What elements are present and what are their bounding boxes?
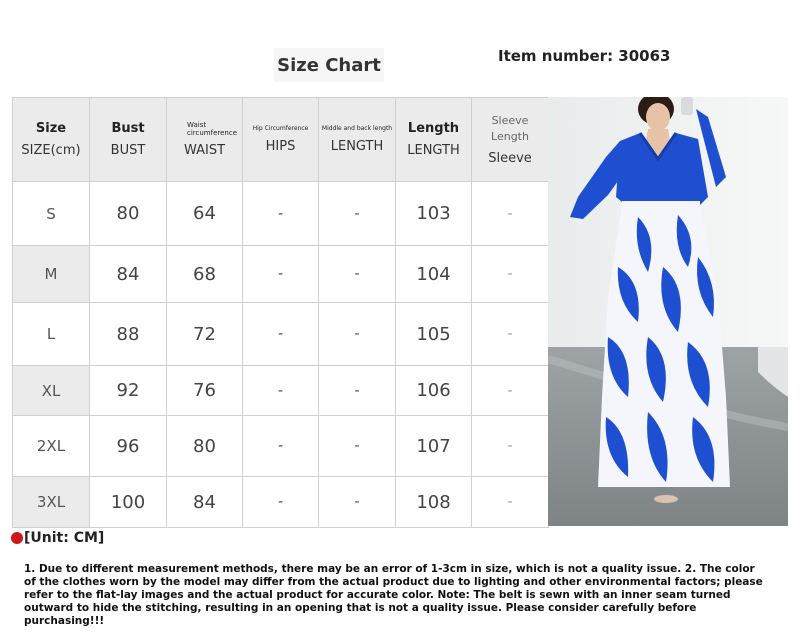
header-waist [167,98,243,182]
header-hips-label: Hip Circumference [252,124,309,132]
cell-length: 104 [396,246,472,303]
header-sleeve-sublabel: Sleeve [488,150,532,166]
header-size [13,98,90,182]
cell-middle-back-length: - [319,303,396,366]
table-row [13,246,549,303]
measurement-note: 1. Due to different measurement methods, there may be an error of 1-3cm in size, which is not a quality issue. 2. The color of the clothes worn by the model may differ from the actual product due to lighting and other environmental factors; please refer to the flat-lay images and the actual product for accurate color. Note: The belt is sewn with an inner seam turned outward to hide the stitching, resulting in an opening that is not a quality issue. Please consider carefully before purchasing!!! [24,563,763,627]
table-row [13,416,549,477]
cell-sleeve: - [472,416,549,477]
cell-length: 108 [396,477,472,528]
header-hips-sublabel: HIPS [265,138,296,154]
header-middle-back-length-sublabel: LENGTH [330,138,384,154]
header-bust-label: Bust [111,120,145,136]
cell-bust: 88 [90,303,167,366]
cell-length: 103 [396,182,472,246]
cell-bust: 92 [90,366,167,416]
cell-bust: 96 [90,416,167,477]
cell-bust: 100 [90,477,167,528]
cell-sleeve: - [472,303,549,366]
item-number: Item number: 30063 [498,47,671,65]
header-size-label: Size [35,120,67,136]
cell-middle-back-length: - [319,182,396,246]
header-hips [243,98,319,182]
cell-size: M [13,246,90,303]
cell-sleeve: - [472,246,549,303]
header-middle-back-length [319,98,396,182]
cell-hips: - [243,477,319,528]
cell-size: 3XL [13,477,90,528]
header-sleeve-label: Sleeve Length [491,113,529,143]
cell-length: 107 [396,416,472,477]
cell-hips: - [243,366,319,416]
size-chart-table [12,97,549,528]
table-row [13,366,549,416]
cell-middle-back-length: - [319,416,396,477]
header-length-sublabel: LENGTH [407,142,460,158]
header-waist-sublabel: WAIST [183,142,226,158]
cell-length: 105 [396,303,472,366]
cell-middle-back-length: - [319,246,396,303]
cell-sleeve: - [472,366,549,416]
cell-hips: - [243,416,319,477]
cell-size: 2XL [13,416,90,477]
header-bust [90,98,167,182]
size-chart-title: Size Chart [274,48,384,82]
cell-sleeve: - [472,477,549,528]
header-bust-sublabel: BUST [110,142,146,158]
cell-waist: 84 [167,477,243,528]
table-row [13,477,549,528]
header-length [396,98,472,182]
cell-size: S [13,182,90,246]
unit-label: [Unit: CM] [24,530,105,546]
table-header-row [13,98,549,182]
cell-hips: - [243,246,319,303]
cell-middle-back-length: - [319,366,396,416]
table-row [13,182,549,246]
header-waist-label: Waist circumference [187,120,238,137]
cell-sleeve: - [472,182,549,246]
cell-bust: 84 [90,246,167,303]
model-photo [548,97,788,526]
cell-waist: 76 [167,366,243,416]
cell-length: 106 [396,366,472,416]
cell-middle-back-length: - [319,477,396,528]
cell-size: XL [13,366,90,416]
header-middle-back-length-label: Middle and back length [321,124,393,132]
cell-waist: 80 [167,416,243,477]
cell-waist: 68 [167,246,243,303]
cell-bust: 80 [90,182,167,246]
cell-waist: 64 [167,182,243,246]
header-length-label: Length [407,120,460,136]
header-size-sublabel: SIZE(cm) [21,142,81,158]
cell-size: L [13,303,90,366]
cell-hips: - [243,303,319,366]
unit-bullet-dot [11,532,23,544]
cell-hips: - [243,182,319,246]
header-sleeve [472,98,549,182]
table-row [13,303,549,366]
cell-waist: 72 [167,303,243,366]
